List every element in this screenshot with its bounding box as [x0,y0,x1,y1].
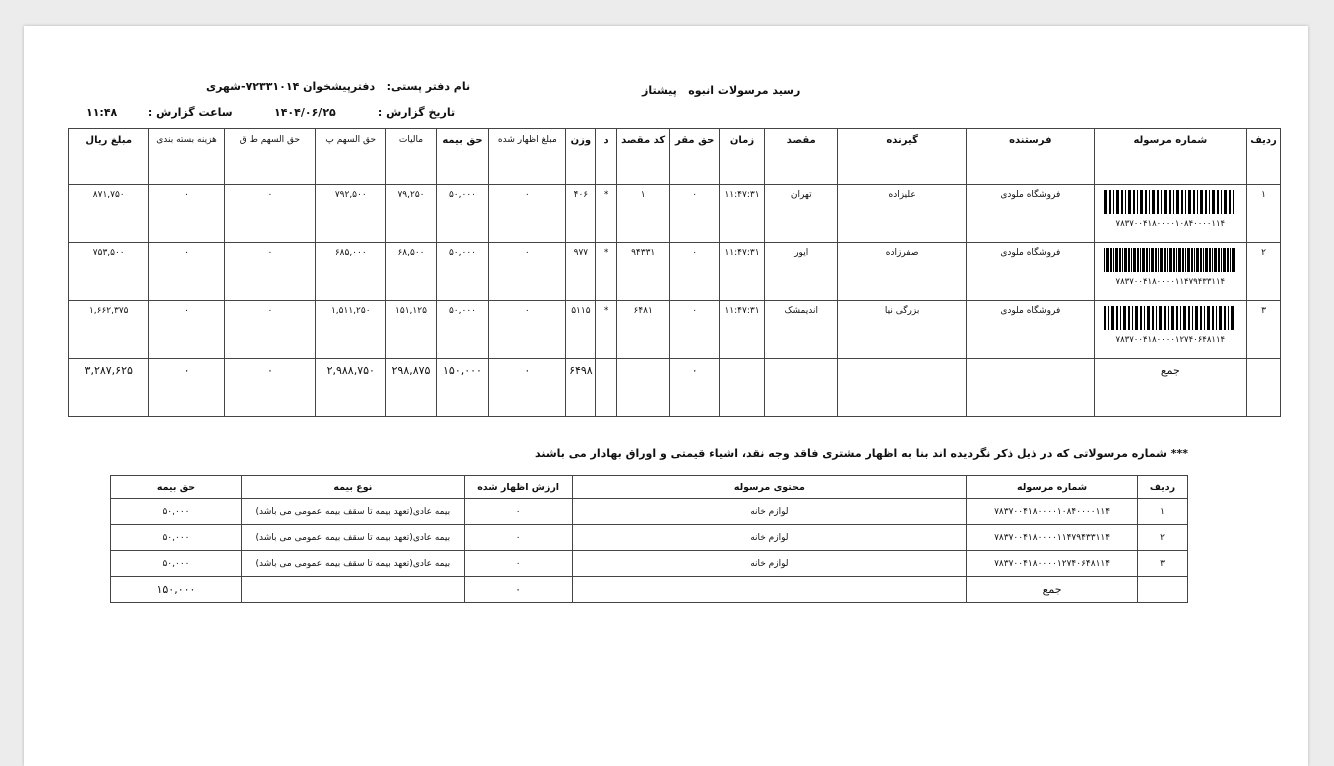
cell-declared: ۰ [489,301,566,359]
cell-row: ۲ [1247,243,1281,301]
total-declared: ۰ [489,359,566,417]
cell-declared: ۰ [489,243,566,301]
receipt-title [642,84,800,97]
cell-insurance-type: بیمه عادی(تعهد بیمه تا سقف بیمه عمومی می باشد) [241,525,464,551]
cell-row: ۱ [1247,185,1281,243]
total-share-p: ۲,۹۸۸,۷۵۰ [316,359,386,417]
cell-d: * [596,185,617,243]
insurance-note: *** شماره مرسولاتی که در ذیل ذکر نگردیده اند بنا به اظهار مشتری فاقد وجه نقد، اشیاء قیمتی و اوراق بهادار می باشند [534,447,1188,460]
cell-time: ۱۱:۴۷:۳۱ [719,301,764,359]
col-header: مالیات [386,129,436,185]
table-row [69,185,1281,243]
report-date [274,106,455,119]
total-premium: ۱۵۰,۰۰۰ [111,577,242,603]
cell-packaging: ۰ [149,185,224,243]
total-packaging: ۰ [149,359,224,417]
cell-share-p: ۱,۵۱۱,۲۵۰ [316,301,386,359]
cell-premium: ۵۰,۰۰۰ [111,525,242,551]
col-header: گیرنده [838,129,967,185]
total-maqar: ۰ [670,359,719,417]
cell-tax: ۷۹,۲۵۰ [386,185,436,243]
total-label: جمع [967,577,1138,603]
col-header: نوع بیمه [241,476,464,499]
cell-sender: فروشگاه ملودی [966,243,1094,301]
shipments-table [68,128,1281,417]
table-row [69,243,1281,301]
cell-maqar: ۰ [670,301,719,359]
cell-destination [765,359,838,417]
office-value: دفترپیشخوان ۷۲۳۳۱۰۱۴-شهری [206,80,376,93]
service-type: پیشتاز [642,84,677,97]
tracking-number: ۷۸۳۷۰۰۴۱۸۰۰۰۰۱۲۷۴۰۶۴۸۱۱۴ [1115,335,1226,345]
col-header: هزینه بسته بندی [149,129,224,185]
cell-declared: ۰ [489,185,566,243]
total-amount: ۳,۲۸۷,۶۲۵ [69,359,149,417]
cell-row [1138,577,1188,603]
receipt-title-text: رسید مرسولات انبوه [688,84,801,97]
col-header: ردیف [1138,476,1188,499]
cell-premium: ۵۰,۰۰۰ [111,551,242,577]
cell-row: ۳ [1138,551,1188,577]
cell-receiver: بزرگی نیا [838,301,967,359]
barcode [1104,306,1236,330]
office-name [206,80,470,93]
table-row [111,551,1188,577]
cell-amount: ۱,۶۶۲,۳۷۵ [69,301,149,359]
cell-row: ۱ [1138,499,1188,525]
cell-destination: تهران [765,185,838,243]
cell-insurance-type: بیمه عادی(تعهد بیمه تا سقف بیمه عمومی می باشد) [241,499,464,525]
col-header: مبلغ اظهار شده [489,129,566,185]
cell-receiver [838,359,967,417]
cell-dest-code: ۶۴۸۱ [616,301,670,359]
col-header: محتوی مرسوله [572,476,967,499]
total-insurance: ۱۵۰,۰۰۰ [436,359,489,417]
total-declared: ۰ [464,577,572,603]
col-header: شماره مرسوله [967,476,1138,499]
cell-time [719,359,764,417]
date-value: ۱۴۰۴/۰۶/۲۵ [274,106,336,119]
cell-declared: ۰ [464,551,572,577]
cell-tracking: ۷۸۳۷۰۰۴۱۸۰۰۰۰۱۲۷۴۰۶۴۸۱۱۴ [967,551,1138,577]
cell-insurance: ۵۰,۰۰۰ [436,185,489,243]
col-header: حق السهم پ [316,129,386,185]
insurance-table [110,475,1188,603]
cell-insurance-type [241,577,464,603]
col-header: کد مقصد [616,129,670,185]
barcode [1104,248,1236,272]
cell-maqar: ۰ [670,243,719,301]
total-row [111,577,1188,603]
cell-weight: ۵۱۱۵ [566,301,596,359]
total-tax: ۲۹۸,۸۷۵ [386,359,436,417]
tracking-number: ۷۸۳۷۰۰۴۱۸۰۰۰۰۱۰۸۴۰۰۰۰۱۱۴ [1115,219,1226,229]
cell-receiver: علیزاده [838,185,967,243]
barcode [1104,190,1236,214]
cell-row: ۲ [1138,525,1188,551]
table-row [69,301,1281,359]
cell-tracking: ۷۸۳۷۰۰۴۱۸۰۰۰۰۱۰۸۴۰۰۰۰۱۱۴ [967,499,1138,525]
cell-content [572,577,967,603]
date-label: تاریخ گزارش : [377,106,456,119]
cell-declared: ۰ [464,525,572,551]
report-time [86,106,233,119]
table-header [69,129,1281,185]
cell-tracking: ۷۸۳۷۰۰۴۱۸۰۰۰۰۱۱۴۷۹۴۳۳۱۱۴ [967,525,1138,551]
cell-maqar: ۰ [670,185,719,243]
cell-weight: ۴۰۶ [566,185,596,243]
col-header: زمان [719,129,764,185]
cell-content: لوازم خانه [572,525,967,551]
cell-d: * [596,301,617,359]
cell-receiver: صفرزاده [838,243,967,301]
cell-tracking [1094,243,1246,301]
cell-d [596,359,617,417]
cell-share-p: ۶۸۵,۰۰۰ [316,243,386,301]
total-share-tq: ۰ [224,359,316,417]
cell-insurance-type: بیمه عادی(تعهد بیمه تا سقف بیمه عمومی می باشد) [241,551,464,577]
col-header: مبلغ ریال [69,129,149,185]
cell-share-tq: ۰ [224,243,316,301]
table-row [111,499,1188,525]
cell-destination: ایور [765,243,838,301]
cell-sender [966,359,1094,417]
cell-packaging: ۰ [149,243,224,301]
cell-d: * [596,243,617,301]
col-header: مقصد [765,129,838,185]
cell-tax: ۶۸,۵۰۰ [386,243,436,301]
receipt-page [24,26,1308,766]
cell-share-tq: ۰ [224,185,316,243]
cell-tax: ۱۵۱,۱۲۵ [386,301,436,359]
total-row [69,359,1281,417]
col-header: ارزش اظهار شده [464,476,572,499]
cell-time: ۱۱:۴۷:۳۱ [719,185,764,243]
cell-dest-code: ۹۴۳۳۱ [616,243,670,301]
cell-weight: ۹۷۷ [566,243,596,301]
cell-sender: فروشگاه ملودی [966,185,1094,243]
cell-declared: ۰ [464,499,572,525]
col-header: شماره مرسوله [1094,129,1246,185]
cell-packaging: ۰ [149,301,224,359]
cell-amount: ۷۵۳,۵۰۰ [69,243,149,301]
time-label: ساعت گزارش : [147,106,233,119]
cell-row [1247,359,1281,417]
col-header: حق السهم ط ق [224,129,316,185]
cell-content: لوازم خانه [572,551,967,577]
col-header: ردیف [1247,129,1281,185]
col-header: حق بیمه [111,476,242,499]
col-header: د [596,129,617,185]
cell-tracking [1094,301,1246,359]
table-row [111,525,1188,551]
cell-sender: فروشگاه ملودی [966,301,1094,359]
cell-amount: ۸۷۱,۷۵۰ [69,185,149,243]
col-header: فرستنده [966,129,1094,185]
table-header [111,476,1188,499]
time-value: ۱۱:۴۸ [86,106,118,119]
cell-premium: ۵۰,۰۰۰ [111,499,242,525]
tracking-number: ۷۸۳۷۰۰۴۱۸۰۰۰۰۱۱۴۷۹۴۳۳۱۱۴ [1115,277,1226,287]
cell-tracking [1094,185,1246,243]
cell-destination: اندیمشک [765,301,838,359]
cell-insurance: ۵۰,۰۰۰ [436,301,489,359]
total-weight: ۶۴۹۸ [566,359,596,417]
cell-row: ۳ [1247,301,1281,359]
cell-insurance: ۵۰,۰۰۰ [436,243,489,301]
cell-share-p: ۷۹۲,۵۰۰ [316,185,386,243]
col-header: حق مقر [670,129,719,185]
cell-time: ۱۱:۴۷:۳۱ [719,243,764,301]
col-header: حق بیمه [436,129,489,185]
cell-content: لوازم خانه [572,499,967,525]
cell-dest-code [616,359,670,417]
cell-dest-code: ۱ [616,185,670,243]
cell-share-tq: ۰ [224,301,316,359]
office-label: نام دفتر پستی: [386,80,471,93]
total-label: جمع [1094,359,1246,417]
col-header: وزن [566,129,596,185]
